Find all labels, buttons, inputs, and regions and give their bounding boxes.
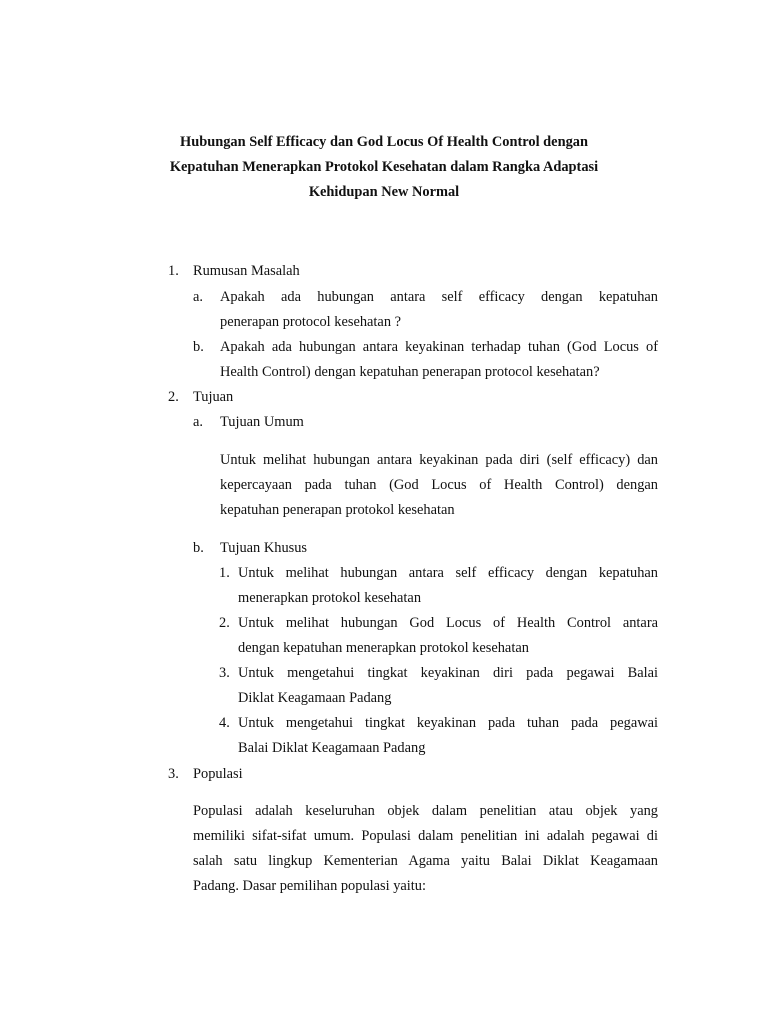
section-2a-heading: Tujuan Umum [220, 414, 304, 430]
khusus-item-2-line-2: dengan kepatuhan menerapkan protokol kesehatan [238, 640, 529, 656]
section-1b-marker: b. [193, 339, 204, 355]
khusus-item-1-line-2: menerapkan protokol kesehatan [238, 590, 422, 606]
tujuan-umum-line-2: kepercayaan pada tuhan (God Locus of Health Control) dengan [220, 477, 658, 493]
section-1a-marker: a. [193, 289, 203, 305]
populasi-line-2: memiliki sifat-sifat umum. Populasi dalam penelitian ini adalah pegawai di [193, 828, 658, 844]
tujuan-umum-line-1: Untuk melihat hubungan antara keyakinan pada diri (self efficacy) dan [220, 452, 658, 468]
section-2b-marker: b. [193, 540, 204, 556]
khusus-item-3-number: 3. [219, 665, 230, 681]
populasi-line-4: Padang. Dasar pemilihan populasi yaitu: [193, 878, 426, 894]
section-1-heading: Rumusan Masalah [193, 263, 300, 279]
populasi-line-1: Populasi adalah keseluruhan objek dalam penelitian atau objek yang [193, 803, 658, 819]
khusus-item-2-line-1: Untuk melihat hubungan God Locus of Health Control antara [238, 615, 658, 631]
section-2-number: 2. [168, 389, 179, 405]
document-title [150, 130, 618, 205]
section-1b-line-2: Health Control) dengan kepatuhan penerapan protocol kesehatan? [220, 364, 600, 380]
khusus-item-3-line-1: Untuk mengetahui tingkat keyakinan diri pada pegawai Balai [238, 665, 658, 681]
khusus-item-1-line-1: Untuk melihat hubungan antara self efficacy dengan kepatuhan [238, 565, 658, 581]
khusus-item-3-line-2: Diklat Keagamaan Padang [238, 690, 392, 706]
section-1-number: 1. [168, 263, 179, 279]
tujuan-umum-line-3: kepatuhan penerapan protokol kesehatan [220, 502, 455, 518]
khusus-item-4-number: 4. [219, 715, 230, 731]
section-1a-line-2: penerapan protocol kesehatan ? [220, 314, 401, 330]
title-line-3: Kehidupan New Normal [308, 184, 460, 200]
khusus-item-1-number: 1. [219, 565, 230, 581]
khusus-item-4-line-1: Untuk mengetahui tingkat keyakinan pada tuhan pada pegawai [238, 715, 658, 731]
section-2-heading: Tujuan [193, 389, 234, 405]
khusus-item-2-number: 2. [219, 615, 230, 631]
khusus-item-4-line-2: Balai Diklat Keagamaan Padang [238, 740, 426, 756]
section-3-heading: Populasi [193, 766, 243, 782]
title-line-2: Kepatuhan Menerapkan Protokol Kesehatan dalam Rangka Adaptasi [169, 159, 599, 175]
section-1b-line-1: Apakah ada hubungan antara keyakinan terhadap tuhan (God Locus of [220, 339, 658, 355]
section-3-number: 3. [168, 766, 179, 782]
title-line-1: Hubungan Self Efficacy dan God Locus Of Health Control dengan [180, 134, 588, 150]
section-2b-heading: Tujuan Khusus [220, 540, 308, 556]
section-1a-line-1: Apakah ada hubungan antara self efficacy dengan kepatuhan [220, 289, 658, 305]
section-2a-marker: a. [193, 414, 203, 430]
populasi-line-3: salah satu lingkup Kementerian Agama yaitu Balai Diklat Keagamaan [193, 853, 658, 869]
